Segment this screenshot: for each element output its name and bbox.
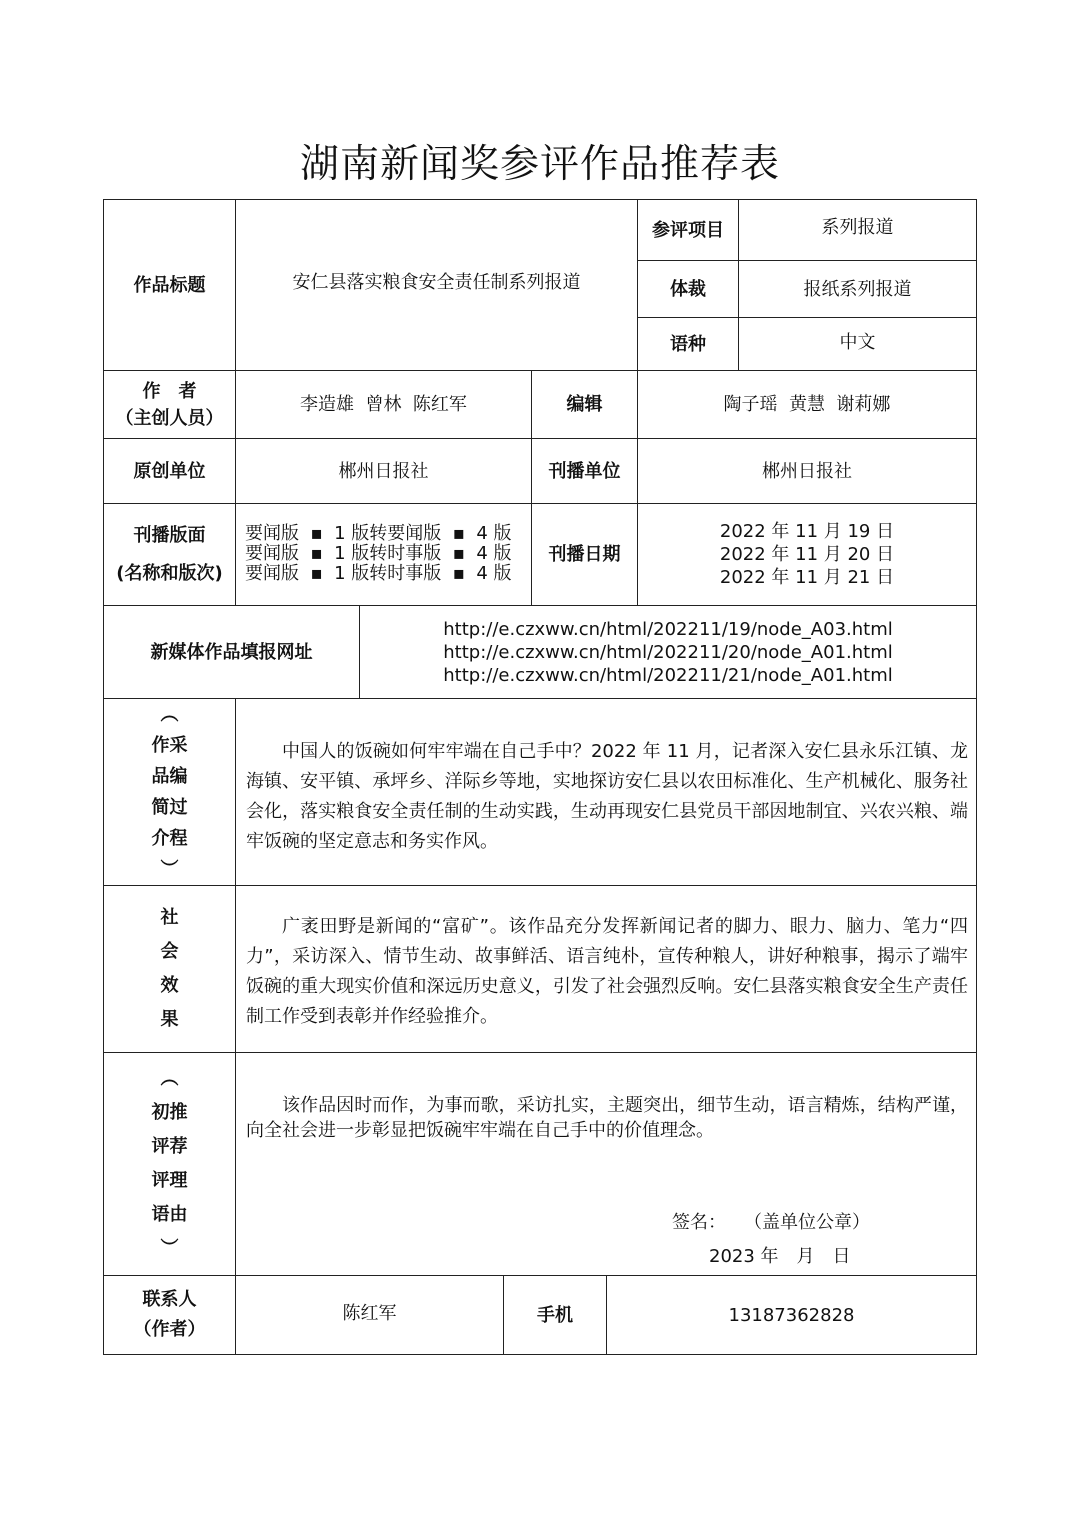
original-unit-value: 郴州日报社: [338, 460, 429, 482]
recommendation-text: 该作品因时而作，为事而歌，采访扎实，主题突出，细节生动，语言精炼，结构严谨，向全社会进一步彰显把饭碗牢牢端在自己手中的价值理念。: [246, 1095, 968, 1141]
publish-layout-label-line2: (名称和版次): [116, 562, 223, 584]
publish-layout-line: 要闻版 ▪ 1 版转时事版 ▪ 4 版: [245, 543, 512, 564]
signature-line: 签名： （盖单位公章）: [672, 1212, 870, 1233]
author-label-line2: （主创人员）: [115, 407, 224, 429]
category-value: 系列报道: [821, 216, 894, 238]
editor-value: 陶子瑶 黄慧 谢莉娜: [723, 394, 891, 415]
publish-layout-line: 要闻版 ▪ 1 版转要闻版 ▪ 4 版: [245, 523, 512, 544]
contact-value: 陈红军: [342, 1302, 397, 1324]
process-label-line: ︶: [160, 859, 179, 880]
process-text: 中国人的饭碗如何牢牢端在自己手中？2022 年 11 月，记者深入安仁县永乐江镇、龙海镇、安平镇、承坪乡、洋际乡等地，实地探访安仁县以农田标准化、生产机械化、服务社会化，落实粮食安全责任制的生动实践，生动再现安仁县党员干部因地制宜、兴农兴粮、端牢饭碗的坚定意志和务实作风。: [246, 741, 968, 852]
publish-date-line: 2022 年 11 月 19 日: [719, 521, 895, 542]
process-label-line: 简过: [151, 797, 188, 818]
page-title: 湖南新闻奖参评作品推荐表: [299, 142, 780, 187]
signature-date: 2023 年 月 日: [709, 1246, 851, 1267]
recommendation-label-line: 语由: [151, 1204, 188, 1225]
author-value: 李造雄 曾林 陈红军: [300, 394, 467, 415]
new-media-url: http://e.czxww.cn/html/202211/21/node_A01.html: [443, 664, 893, 686]
social-effect-text: 广袤田野是新闻的“富矿”。该作品充分发挥新闻记者的脚力、眼力、脑力、笔力“四力”，采访深入、情节生动、故事鲜活、语言纯朴，宣传种粮人，讲好种粮事，揭示了端牢饭碗的重大现实价值和深远历史意义，引发了社会强烈反响。安仁县落实粮食安全生产责任制工作受到表彰并作经验推介。: [246, 916, 968, 1027]
publish-date-value: [638, 504, 976, 605]
publish-layout-list: [245, 524, 512, 584]
author-label: [104, 371, 235, 438]
process-label: [104, 699, 235, 885]
phone-label: 手机: [537, 1304, 573, 1326]
publish-layout-label-line1: 刊播版面: [133, 524, 206, 546]
publish-unit-value: 郴州日报社: [762, 460, 852, 482]
work-title-label: 作品标题: [133, 274, 206, 296]
original-unit-label: 原创单位: [133, 460, 206, 482]
new-media-label: 新媒体作品填报网址: [150, 641, 313, 663]
contact-label-line1: 联系人: [142, 1289, 197, 1310]
publish-date-label: 刊播日期: [548, 544, 621, 565]
phone-value: 13187362828: [728, 1304, 855, 1326]
new-media-url: http://e.czxww.cn/html/202211/20/node_A01.html: [443, 641, 893, 663]
process-label-line: 介程: [151, 828, 188, 849]
publish-layout-label: [104, 504, 235, 605]
publish-unit-label: 刊播单位: [548, 460, 621, 482]
publish-date-line: 2022 年 11 月 21 日: [719, 567, 895, 588]
contact-label: [104, 1276, 235, 1354]
category-label: 参评项目: [652, 219, 724, 241]
publish-layout-line: 要闻版 ▪ 1 版转时事版 ▪ 4 版: [245, 563, 512, 584]
recommendation-label-line: 初推: [151, 1102, 188, 1123]
contact-label-line2: （作者）: [133, 1319, 206, 1340]
recommendation-label-line: ︶: [160, 1238, 179, 1259]
new-media-urls: [360, 606, 976, 698]
social-effect-label-line: 会: [160, 941, 179, 962]
process-label-line: 品编: [151, 766, 188, 787]
genre-value: 报纸系列报道: [803, 278, 912, 300]
social-effect-label: [104, 886, 235, 1052]
editor-label: 编辑: [566, 394, 603, 415]
recommendation-label: [104, 1053, 235, 1275]
work-title-value: 安仁县落实粮食安全责任制系列报道: [292, 271, 581, 293]
recommendation-text-block: [246, 1093, 968, 1143]
new-media-url: http://e.czxww.cn/html/202211/19/node_A03.html: [443, 618, 893, 640]
social-effect-label-line: 果: [160, 1009, 179, 1030]
social-effect-text-block: [246, 912, 968, 1032]
process-label-line: 作采: [151, 735, 188, 756]
process-text-block: [246, 737, 968, 857]
recommendation-label-line: ︵: [160, 1068, 179, 1089]
process-label-line: ︵: [160, 704, 179, 725]
social-effect-label-line: 社: [160, 907, 179, 928]
language-value: 中文: [839, 331, 876, 353]
recommendation-label-line: 评荐: [151, 1136, 188, 1157]
language-label: 语种: [670, 333, 706, 355]
publish-date-line: 2022 年 11 月 20 日: [719, 544, 895, 565]
author-label-line1: 作 者: [142, 380, 197, 402]
recommendation-label-line: 评理: [151, 1170, 188, 1191]
social-effect-label-line: 效: [160, 975, 179, 996]
genre-label: 体裁: [670, 278, 706, 300]
